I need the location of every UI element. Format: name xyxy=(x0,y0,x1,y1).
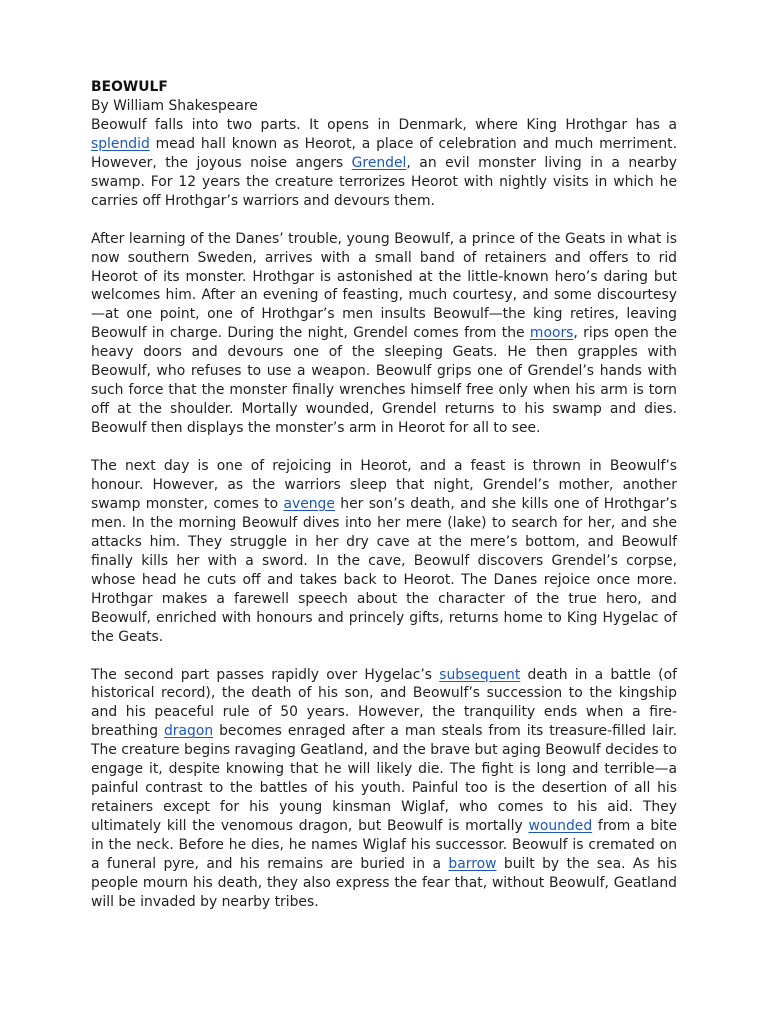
link-splendid[interactable]: splendid xyxy=(91,135,150,152)
paragraph-text: from a bite in the neck. Before he dies, he names Wiglaf his successor. Beowulf is cremated on a funeral pyre, and his remains are buried in a xyxy=(91,818,677,873)
link-dragon[interactable]: dragon xyxy=(163,723,214,740)
paragraph-text: Beowulf falls into two parts. It opens in Denmark, where King Hrothgar has a xyxy=(91,116,677,133)
document-author: By William Shakespeare xyxy=(91,97,258,114)
link-moors[interactable]: moors xyxy=(529,325,574,342)
paragraph-text: , an evil monster living in a nearby swamp. For 12 years the creature terrorizes Heorot with nightly visits in which he carries off Hrothgar’s warriors and devours them. xyxy=(91,154,677,209)
paragraph-text: mead hall known as Heorot, a place of celebration and much merriment. However, the joyous noise angers xyxy=(91,135,677,171)
paragraph-text: After learning of the Danes’ trouble, young Beowulf, a prince of the Geats in what is now southern Sweden, arrives with a small band of retainers and offers to rid Heorot of its monster. Hrothgar is astonished at the little-known hero’s daring but welcomes him. After an evening of feasting, much courtesy, and some discourtesy—at one point, one of Hrothgar’s men insults Beowulf—the king retires, leaving Beowulf in charge. During the night, Grendel comes from the xyxy=(91,230,677,342)
paragraph-text: death in a battle (of historical record), the death of his son, and Beowulf’s succession to the kingship and his peaceful rule of 50 years. However, the tranquility ends when a fire-breathing xyxy=(91,666,677,740)
paragraph-1 xyxy=(91,116,677,211)
paragraph-text: The second part passes rapidly over Hygelac’s xyxy=(91,666,440,683)
paragraph-4 xyxy=(91,666,677,912)
paragraph-text: built by the sea. As his people mourn his death, they also express the fear that, without Beowulf, Geatland will be invaded by nearby tribes. xyxy=(91,856,677,910)
link-wounded[interactable]: wounded xyxy=(528,818,593,835)
paragraph-text: The next day is one of rejoicing in Heorot, and a feast is thrown in Beowulf’s honour. However, as the warriors sleep that night, Grendel’s mother, another swamp monster, comes to xyxy=(91,458,677,512)
link-avenge[interactable]: avenge xyxy=(283,495,335,512)
paragraph-text: her son’s death, and she kills one of Hrothgar’s men. In the morning Beowulf dives into her mere (lake) to search for her, and she attacks him. They struggle in her dry cave at the mere’s bottom, and Beowulf finally kills her with a sword. In the cave, Beowulf discovers Grendel’s corpse, whose head he cuts off and takes back to Heorot. The Danes rejoice once more. Hrothgar makes a farewell speech about the character of the true hero, and Beowulf, enriched with honours and princely gifts, returns home to King Hygelac of the Geats. xyxy=(91,495,677,645)
link-barrow[interactable]: barrow xyxy=(448,856,497,873)
paragraph-3 xyxy=(91,457,677,647)
paragraph-text: becomes enraged after a man steals from its treasure-filled lair. The creature begins ravaging Geatland, and the brave but aging Beowulf decides to engage it, despite knowing that he will likely die. The fight is long and terrible—a painful contrast to the battles of his youth. Painful too is the desertion of all his retainers except for his young kinsman Wiglaf, who comes to his aid. They ultimately kill the venomous dragon, but Beowulf is mortally xyxy=(91,723,677,835)
paragraph-text: , rips open the heavy doors and devours one of the sleeping Geats. He then grapples with Beowulf, who refuses to use a weapon. Beowulf grips one of Grendel’s hands with such force that the monster finally wrenches himself free only when his arm is torn off at the shoulder. Mortally wounded, Grendel returns to his swamp and dies. Beowulf then displays the monster’s arm in Heorot for all to see. xyxy=(91,325,677,437)
document-title: BEOWULF xyxy=(91,79,168,95)
paragraph-2 xyxy=(91,230,677,438)
link-subsequent[interactable]: subsequent xyxy=(439,666,521,683)
link-grendel[interactable]: Grendel xyxy=(351,154,407,171)
